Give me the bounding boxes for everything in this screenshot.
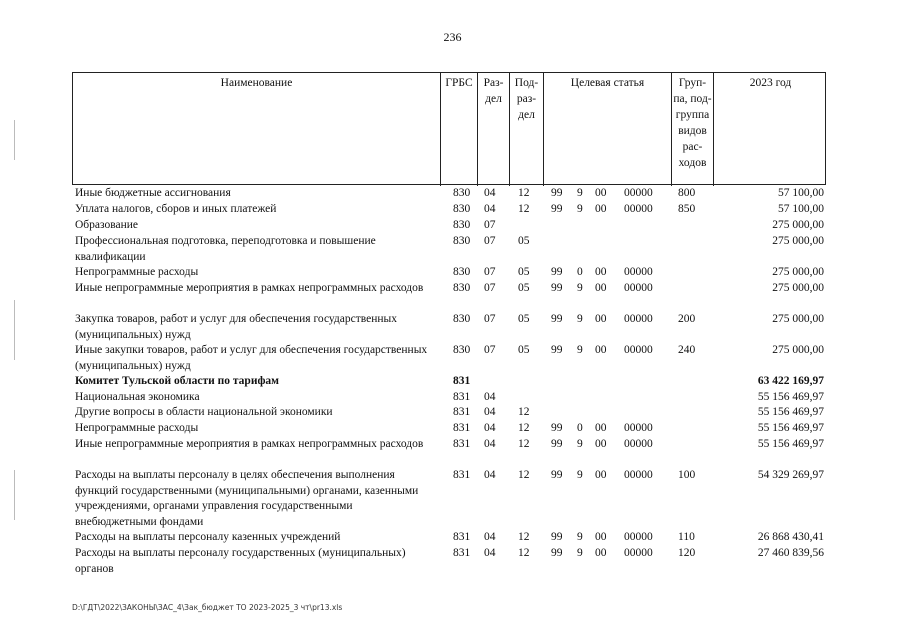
row-c3: 00 — [595, 282, 607, 294]
row-c4: 00000 — [624, 422, 653, 434]
row-grbs: 831 — [453, 375, 471, 387]
row-c2: 9 — [577, 531, 583, 543]
row-amount: 275 000,00 — [772, 282, 824, 294]
row-pr: 12 — [518, 406, 530, 418]
row-grbs: 831 — [453, 469, 471, 481]
row-vr: 800 — [678, 187, 696, 199]
row-c2: 9 — [577, 438, 583, 450]
row-c3: 00 — [595, 469, 607, 481]
row-c1: 99 — [551, 531, 563, 543]
row-name: Непрограммные расходы — [75, 422, 199, 434]
row-name: Уплата налогов, сборов и иных платежей — [75, 203, 277, 215]
row-grbs: 830 — [453, 266, 471, 278]
row-name: Иные непрограммные мероприятия в рамках непрограммных расходов — [75, 282, 424, 294]
row-grbs: 831 — [453, 406, 471, 418]
row-c4: 00000 — [624, 469, 653, 481]
row-rz: 07 — [484, 219, 496, 231]
row-pr: 12 — [518, 531, 530, 543]
row-pr: 05 — [518, 235, 530, 247]
header-year-2023: 2023 год — [749, 77, 792, 89]
row-amount: 57 100,00 — [778, 187, 824, 199]
row-grbs: 831 — [453, 531, 471, 543]
row-pr: 12 — [518, 422, 530, 434]
row-rz: 04 — [484, 531, 496, 543]
row-vr: 240 — [678, 344, 696, 356]
row-pr: 05 — [518, 313, 530, 325]
row-c3: 00 — [595, 313, 607, 325]
row-c3: 00 — [595, 187, 607, 199]
row-name: Расходы на выплаты персоналу казенных учреждений — [75, 531, 341, 543]
header-target-article: Целевая статья — [544, 73, 672, 186]
row-grbs: 830 — [453, 344, 471, 356]
row-c2: 9 — [577, 469, 583, 481]
row-amount: 275 000,00 — [772, 344, 824, 356]
row-c1: 99 — [551, 313, 563, 325]
row-grbs: 831 — [453, 422, 471, 434]
row-amount: 275 000,00 — [772, 235, 824, 247]
row-c1: 99 — [551, 344, 563, 356]
header-podrazdel: Под- раз- дел — [510, 73, 544, 186]
row-pr: 05 — [518, 266, 530, 278]
row-rz: 07 — [484, 235, 496, 247]
row-c3: 00 — [595, 266, 607, 278]
header-expense-group: Груп- па, под- группа видов рас- ходов — [672, 73, 714, 186]
row-amount: 63 422 169,97 — [757, 375, 824, 387]
table-header — [72, 72, 826, 185]
header-razdel: Раз- дел — [478, 73, 510, 186]
row-amount: 54 329 269,97 — [757, 469, 824, 481]
row-grbs: 830 — [453, 187, 471, 199]
row-c3: 00 — [595, 547, 607, 559]
header-grbs: ГРБС — [441, 73, 478, 186]
row-c4: 00000 — [624, 344, 653, 356]
row-rz: 07 — [484, 282, 496, 294]
row-rz: 04 — [484, 187, 496, 199]
row-pr: 05 — [518, 282, 530, 294]
row-vr: 850 — [678, 203, 696, 215]
row-c4: 00000 — [624, 531, 653, 543]
header-name: Наименование — [73, 73, 441, 186]
row-vr: 120 — [678, 547, 696, 559]
row-c1: 99 — [551, 203, 563, 215]
row-c4: 00000 — [624, 547, 653, 559]
row-name: Иные непрограммные мероприятия в рамках непрограммных расходов — [75, 438, 424, 450]
row-grbs: 830 — [453, 235, 471, 247]
row-c2: 9 — [577, 344, 583, 356]
row-name: Закупка товаров, работ и услуг для обеспечения государственных (муниципальных) нужд — [75, 313, 398, 341]
row-grbs: 831 — [453, 391, 471, 403]
row-c2: 9 — [577, 547, 583, 559]
row-c3: 00 — [595, 422, 607, 434]
row-name: Комитет Тульской области по тарифам — [75, 375, 279, 387]
row-pr: 12 — [518, 203, 530, 215]
row-name: Расходы на выплаты персоналу государственных (муниципальных) органов — [75, 547, 406, 575]
row-name: Национальная экономика — [75, 391, 200, 403]
row-rz: 04 — [484, 469, 496, 481]
row-name: Иные закупки товаров, работ и услуг для обеспечения государственных (муниципальных) нужд — [75, 344, 428, 372]
row-c3: 00 — [595, 203, 607, 215]
page-number: 236 — [443, 30, 462, 44]
row-amount: 275 000,00 — [772, 266, 824, 278]
row-name: Образование — [75, 219, 139, 231]
row-c3: 00 — [595, 531, 607, 543]
row-rz: 04 — [484, 547, 496, 559]
row-rz: 07 — [484, 313, 496, 325]
row-c1: 99 — [551, 547, 563, 559]
row-pr: 12 — [518, 187, 530, 199]
row-grbs: 831 — [453, 547, 471, 559]
row-c3: 00 — [595, 344, 607, 356]
row-vr: 100 — [678, 469, 696, 481]
row-c1: 99 — [551, 187, 563, 199]
row-pr: 12 — [518, 547, 530, 559]
row-c1: 99 — [551, 282, 563, 294]
row-rz: 04 — [484, 391, 496, 403]
row-name: Непрограммные расходы — [75, 266, 199, 278]
row-amount: 57 100,00 — [778, 203, 824, 215]
row-c1: 99 — [551, 266, 563, 278]
row-vr: 200 — [678, 313, 696, 325]
row-c2: 9 — [577, 187, 583, 199]
row-amount: 275 000,00 — [772, 313, 824, 325]
row-rz: 04 — [484, 406, 496, 418]
row-c2: 0 — [577, 422, 583, 434]
row-amount: 55 156 469,97 — [757, 391, 824, 403]
row-amount: 27 460 839,56 — [757, 547, 824, 559]
row-rz: 07 — [484, 266, 496, 278]
row-grbs: 830 — [453, 219, 471, 231]
row-c4: 00000 — [624, 266, 653, 278]
row-rz: 04 — [484, 203, 496, 215]
row-name: Расходы на выплаты персоналу в целях обеспечения выполнения функций государственными (муниципальными) органами, казенными учреждениями, органами управления государственными внебюджетными фондами — [75, 469, 419, 528]
row-amount: 275 000,00 — [772, 219, 824, 231]
row-c1: 99 — [551, 469, 563, 481]
row-c4: 00000 — [624, 438, 653, 450]
row-c2: 9 — [577, 313, 583, 325]
row-name: Иные бюджетные ассигнования — [75, 187, 231, 199]
row-c4: 00000 — [624, 313, 653, 325]
margin-mark — [14, 120, 15, 160]
row-pr: 12 — [518, 438, 530, 450]
row-rz: 07 — [484, 344, 496, 356]
row-grbs: 830 — [453, 313, 471, 325]
row-c2: 0 — [577, 266, 583, 278]
row-c1: 99 — [551, 422, 563, 434]
row-amount: 55 156 469,97 — [757, 406, 824, 418]
row-c4: 00000 — [624, 203, 653, 215]
row-vr: 110 — [678, 531, 695, 543]
row-grbs: 830 — [453, 203, 471, 215]
row-rz: 04 — [484, 422, 496, 434]
row-pr: 05 — [518, 344, 530, 356]
row-grbs: 831 — [453, 438, 471, 450]
file-path: D:\ГДТ\2022\ЗАКОНЫ\ЗАС_4\Зак_бюджет ТО 2023-2025_3 чт\pr13.xls — [72, 603, 343, 612]
row-c4: 00000 — [624, 187, 653, 199]
margin-mark — [14, 300, 15, 360]
row-c4: 00000 — [624, 282, 653, 294]
row-c2: 9 — [577, 282, 583, 294]
row-rz: 04 — [484, 438, 496, 450]
row-pr: 12 — [518, 469, 530, 481]
row-amount: 55 156 469,97 — [757, 438, 824, 450]
row-grbs: 830 — [453, 282, 471, 294]
row-name: Профессиональная подготовка, переподготовка и повышение квалификации — [75, 235, 376, 263]
row-c3: 00 — [595, 438, 607, 450]
row-c2: 9 — [577, 203, 583, 215]
margin-mark — [14, 470, 15, 520]
row-c1: 99 — [551, 438, 563, 450]
row-name: Другие вопросы в области национальной экономики — [75, 406, 333, 418]
row-amount: 55 156 469,97 — [757, 422, 824, 434]
row-amount: 26 868 430,41 — [757, 531, 824, 543]
